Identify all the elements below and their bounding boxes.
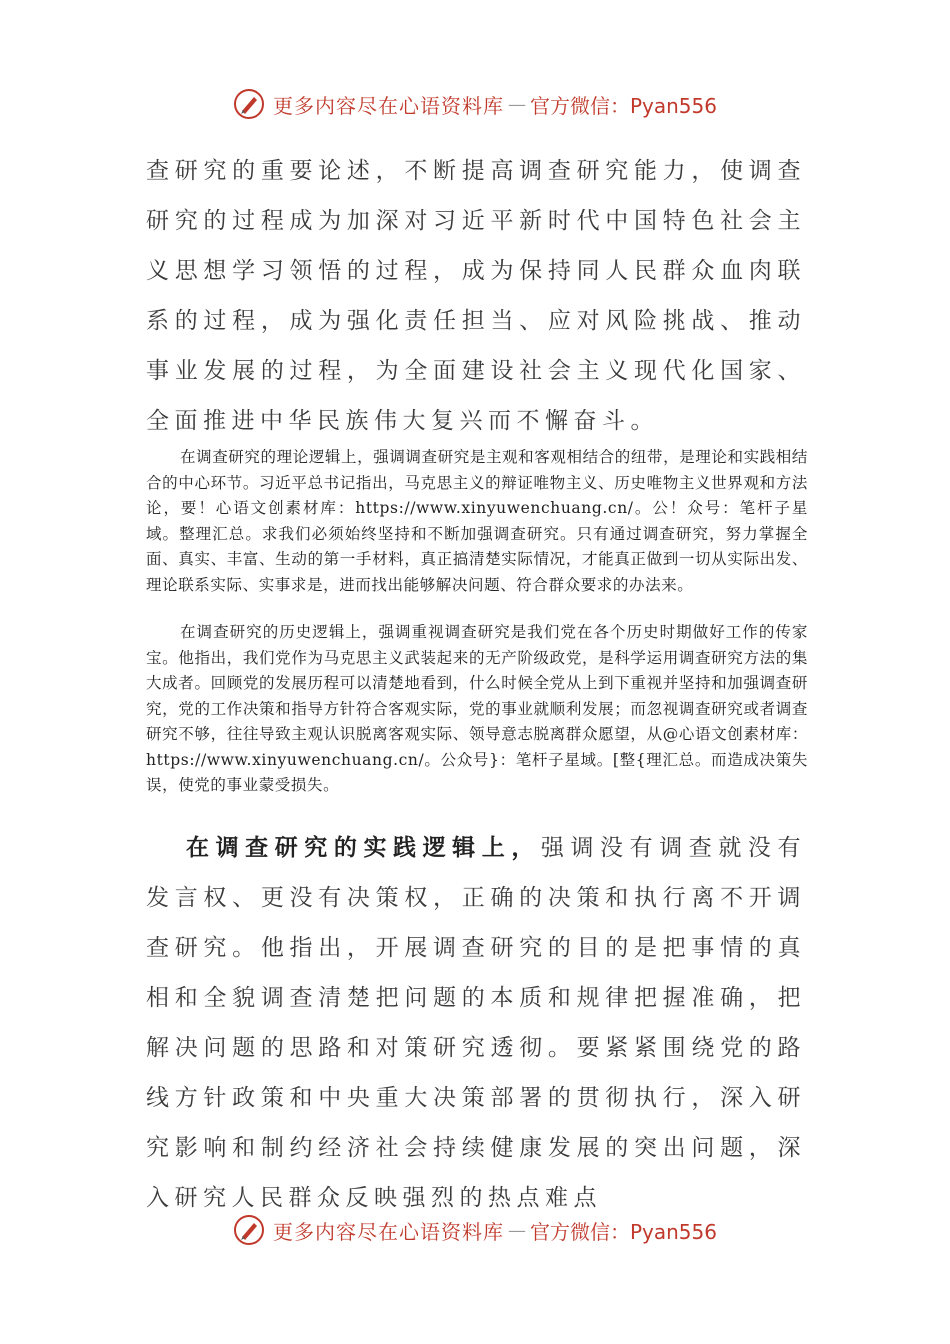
banner-title: 更多内容尽在心语资料库 <box>272 93 504 118</box>
pen-logo-icon <box>233 1214 265 1246</box>
paragraph-theory-logic: 在调查研究的理论逻辑上，强调调查研究是主观和客观相结合的纽带，是理论和实践相结合的中心环节。习近平总书记指出，马克思主义的辩证唯物主义、历史唯物主义世界观和方法论，要！心语文创素材库：https://www.xinyuwenchuang.cn/。公！众号：笔杆子星域。整理汇总。求我们必须始终坚持和不断加强调查研究。只有通过调查研究，努力掌握全面、真实、丰富、生动的第一手材料，真正搞清楚实际情况，才能真正做到一切从实际出发、理论联系实际、实事求是，进而找出能够解决问题、符合群众要求的办法来。 <box>146 448 808 594</box>
banner-wechat: 官方微信：Pyan556 <box>529 93 717 118</box>
banner-dash: — <box>507 1219 526 1241</box>
header-banner <box>0 84 950 124</box>
paragraph-history-logic: 在调查研究的历史逻辑上，强调重视调查研究是我们党在各个历史时期做好工作的传家宝。他指出，我们党作为马克思主义武装起来的无产阶级政党，是科学运用调查研究方法的集大成者。回顾党的发展历程可以清楚地看到，什么时候全党从上到下重视并坚持和加强调查研究，党的工作决策和指导方针符合客观实际，党的事业就顺利发展；而忽视调查研究或者调查研究不够，往往导致主观认识脱离客观实际、领导意志脱离群众愿望，从@心语文创素材库：https://www.xinyuwenchuang.cn/。公众号}：笔杆子星域。[整{理汇总。而造成决策失误，使党的事业蒙受损失。 <box>146 623 808 794</box>
paragraph-body: 强调没有调查就没有发言权、更没有决策权，正确的决策和执行离不开调查研究。他指出，开展调查研究的目的是把事情的真相和全貌调查清楚把问题的本质和规律把握准确，把解决问题的思路和对策研究透彻。要紧紧围绕党的路线方针政策和中央重大决策部署的贯彻执行，深入研究影响和制约经济社会持续健康发展的突出问题，深入研究人民群众反映强烈的热点难点 <box>146 835 807 1211</box>
banner-wechat: 官方微信：Pyan556 <box>529 1219 717 1244</box>
paragraph-practice-logic <box>146 823 806 1223</box>
pen-logo-icon <box>233 88 265 120</box>
footer-banner <box>0 1210 950 1250</box>
paragraph-lead: 在调查研究的实践逻辑上， <box>186 834 541 861</box>
banner-dash: — <box>507 93 526 115</box>
banner-title: 更多内容尽在心语资料库 <box>272 1219 504 1244</box>
paragraph-intro: 查研究的重要论述，不断提高调查研究能力，使调查研究的过程成为加深对习近平新时代中国特色社会主义思想学习领悟的过程，成为保持同人民群众血肉联系的过程，成为强化责任担当、应对风险挑战、推动事业发展的过程，为全面建设社会主义现代化国家、全面推进中华民族伟大复兴而不懈奋斗。 <box>146 158 806 434</box>
